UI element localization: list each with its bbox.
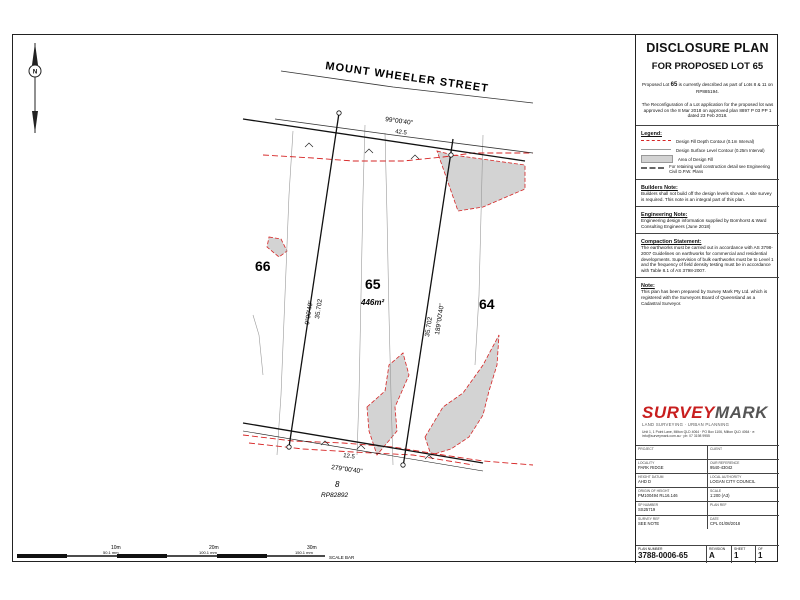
table-row: SP NUMBER SS25719 PLAN REF [636, 501, 779, 515]
table-row: HEIGHT DATUM AHD D LOCAL AUTHORITY LOGAN CITY COUNCIL [636, 473, 779, 487]
lot-description-b: is currently described as part of Lots 8 & 11 on RP885194. [678, 82, 773, 94]
legend-item-surface-level: Design Surface Level Contour (0.25m Interval) [636, 146, 779, 155]
drawing-sheet [12, 34, 778, 562]
svg-text:N: N [32, 69, 38, 76]
scale-mm-b: 100.1 mm [199, 550, 217, 555]
plan-subtitle: FOR PROPOSED LOT 65 [651, 61, 764, 72]
legend-item-fill-depth: Design Fill Depth Contour (0.1m Interval) [636, 137, 779, 146]
lot-66-label: 66 [255, 258, 271, 274]
compaction-heading: Compaction Statement: [641, 239, 702, 246]
fill-area-symbol [641, 155, 673, 163]
lot-8-label: 8 [335, 480, 340, 489]
sheet-total: 1 [758, 551, 763, 560]
engineering-note-heading: Engineering Note: [641, 212, 688, 219]
street-name: MOUNT WHEELER STREET [324, 60, 490, 95]
retaining-wall-symbol [641, 167, 664, 175]
scale-mm-a: 50.1 mm [103, 550, 119, 555]
plan-number: 3788-0006-65 [638, 551, 688, 560]
revision: A [709, 551, 715, 560]
lot-8-plan-ref: RP82892 [321, 492, 349, 499]
builders-note-heading: Builders Note: [641, 184, 678, 191]
compaction-text: The earthworks must be carried out in accordance with AS 3798-2007 Guidelines on earthworks for commercial and residential developments. Supervision of bulk earthworks must be to Level 1 and the frequency of field density testing must be in accordance with Table 8.1 of AS 3798-2007. [641, 245, 774, 273]
bearing-left: 9°00'40" [304, 300, 315, 326]
legend-item-fill-area: Area of Design Fill [636, 155, 779, 164]
sheet-number: 1 [734, 551, 739, 560]
scale-30m: 30m [307, 545, 317, 551]
logo-tagline: LAND SURVEYING · URBAN PLANNING [642, 422, 730, 427]
bearing-bottom-length: 12.5 [342, 453, 356, 461]
lot-description-a: Proposed Lot [642, 82, 670, 87]
table-row: LOCALITY PARK RIDGE OUR REFERENCE 9540-43042 [636, 459, 779, 473]
scale-bar [17, 545, 355, 560]
table-row: ORIGIN OF HEIGHT PM100494 RL16.146 SCALE 1:200 (A3) [636, 487, 779, 501]
legend-heading: Legend: [641, 130, 662, 137]
engineering-note-text: Engineering design information supplied by Bornhorst & Ward Consulting Engineers (June 2018) [641, 218, 767, 229]
builders-note-text: Builders shall not build off the design levels shown. A site survey is required. This note is an integral part of this plan. [641, 190, 772, 202]
title-block-table [636, 445, 779, 529]
scale-bar-label: SCALE BAR [329, 555, 355, 560]
info-panel [635, 35, 779, 563]
lot-65-label: 65 [365, 276, 381, 292]
bearing-bottom: 279°00'40" [330, 464, 363, 476]
table-row: PROJECT CLIENT [636, 445, 779, 459]
company-address: Unit 1, 1 Point Lane, Milton QLD 4064 · PO Box 1106, Milton QLD 4064 · e: info@surveymark.com.au · ph: 07 3198 9955 [642, 430, 756, 439]
scale-mm-c: 150.1 mm [295, 550, 313, 555]
site-plan-map [13, 35, 633, 563]
bearing-left-length: 35.702 [314, 298, 325, 320]
scale-20m: 20m [209, 545, 219, 551]
logo-wordmark: SURVEYMARK [642, 403, 768, 422]
bearing-right: 189°00'40" [434, 303, 446, 336]
plan-number-block: PLAN NUMBER 3788-0006-65 REVISION A SHEET 1 OF 1 [636, 545, 779, 563]
plan-title: DISCLOSURE PLAN [646, 41, 769, 55]
fill-depth-symbol [641, 140, 671, 147]
note-text: This plan has been prepared by Survey Mark Pty Ltd. which is registered with the Surveyors Board of Queensland as a Cadastral Surveyor. [641, 289, 768, 306]
street-boundary [275, 71, 533, 153]
bearing-right-length: 35.702 [424, 316, 435, 338]
scale-10m: 10m [111, 545, 121, 551]
north-arrow-icon [29, 43, 41, 133]
note-heading: Note: [641, 283, 655, 290]
table-row: SURVEY REF SEE NOTE DATE CPL 01/08/2018 [636, 515, 779, 529]
legend-item-retaining-wall: For retaining wall construction detail see Engineering Civil D.P.W. Plans [636, 164, 779, 175]
lot-65-area: 446m² [361, 298, 385, 307]
surveymark-logo [642, 403, 774, 438]
bearing-top: 99°00'40" [384, 116, 414, 127]
bearing-top-length: 42.5 [394, 129, 408, 137]
lot-description-number: 65 [670, 82, 678, 88]
approval-text: The Reconfiguration of a Lot application for the proposed lot was approved on the 8 Mar 2018 on approved plan 8897 P 03 PP 1 dated 23 Feb 2018. [641, 102, 774, 119]
lot-64-label: 64 [479, 296, 495, 312]
lot-description [636, 82, 779, 94]
